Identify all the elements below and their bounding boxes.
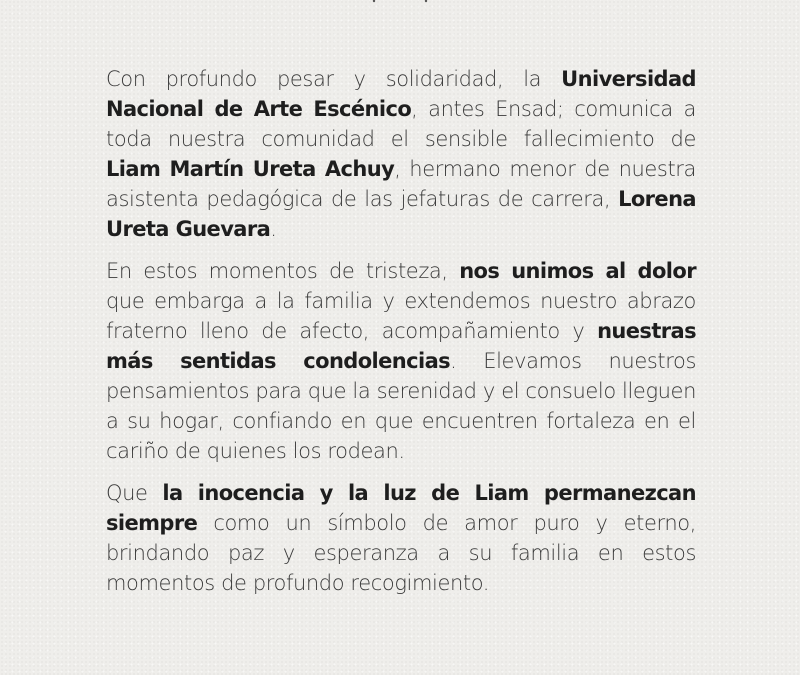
emphasis-text: nuestras más sentidas condolencias <box>106 319 696 373</box>
paragraph-text: como un símbolo de amor puro y eterno, brindando paz y esperanza a su familia en estos momentos de profundo recogimiento. <box>106 511 696 595</box>
paragraph-announcement <box>106 64 696 244</box>
paragraph-text: Con profundo pesar y solidaridad, la <box>106 67 562 91</box>
floral-flourish-icon <box>360 0 440 4</box>
paragraph-text: En estos momentos de tristeza, <box>106 259 460 283</box>
deceased-name: Liam Martín Ureta Achuy <box>106 157 395 181</box>
paragraph-text: Que <box>106 481 163 505</box>
paragraph-text: , antes Ensad; comunica a toda nuestra comunidad el sensible fallecimiento de <box>106 97 696 151</box>
paragraph-closing <box>106 478 696 598</box>
paragraph-text: , hermano menor de nuestra asistenta pedagógica de las jefaturas de carrera, <box>106 157 697 211</box>
paragraph-text: que embarga a la familia y extendemos nuestro abrazo fraterno lleno de afecto, acompañamiento y <box>106 289 696 343</box>
sister-name: Lorena Ureta Guevara <box>106 187 696 241</box>
condolence-message <box>106 64 696 610</box>
emphasis-text: la inocencia y la luz de Liam permanezcan siempre <box>106 481 696 535</box>
paragraph-text: . Elevamos nuestros pensamientos para que la serenidad y el consuelo lleguen a su hogar, confiando en que encuentren fortaleza en el cariño de quienes los rodean. <box>106 349 696 463</box>
paragraph-text: . <box>270 217 277 241</box>
paragraph-condolences <box>106 256 696 466</box>
emphasis-text: nos unimos al dolor <box>459 259 696 283</box>
university-name: Universidad Nacional de Arte Escénico <box>106 67 696 121</box>
